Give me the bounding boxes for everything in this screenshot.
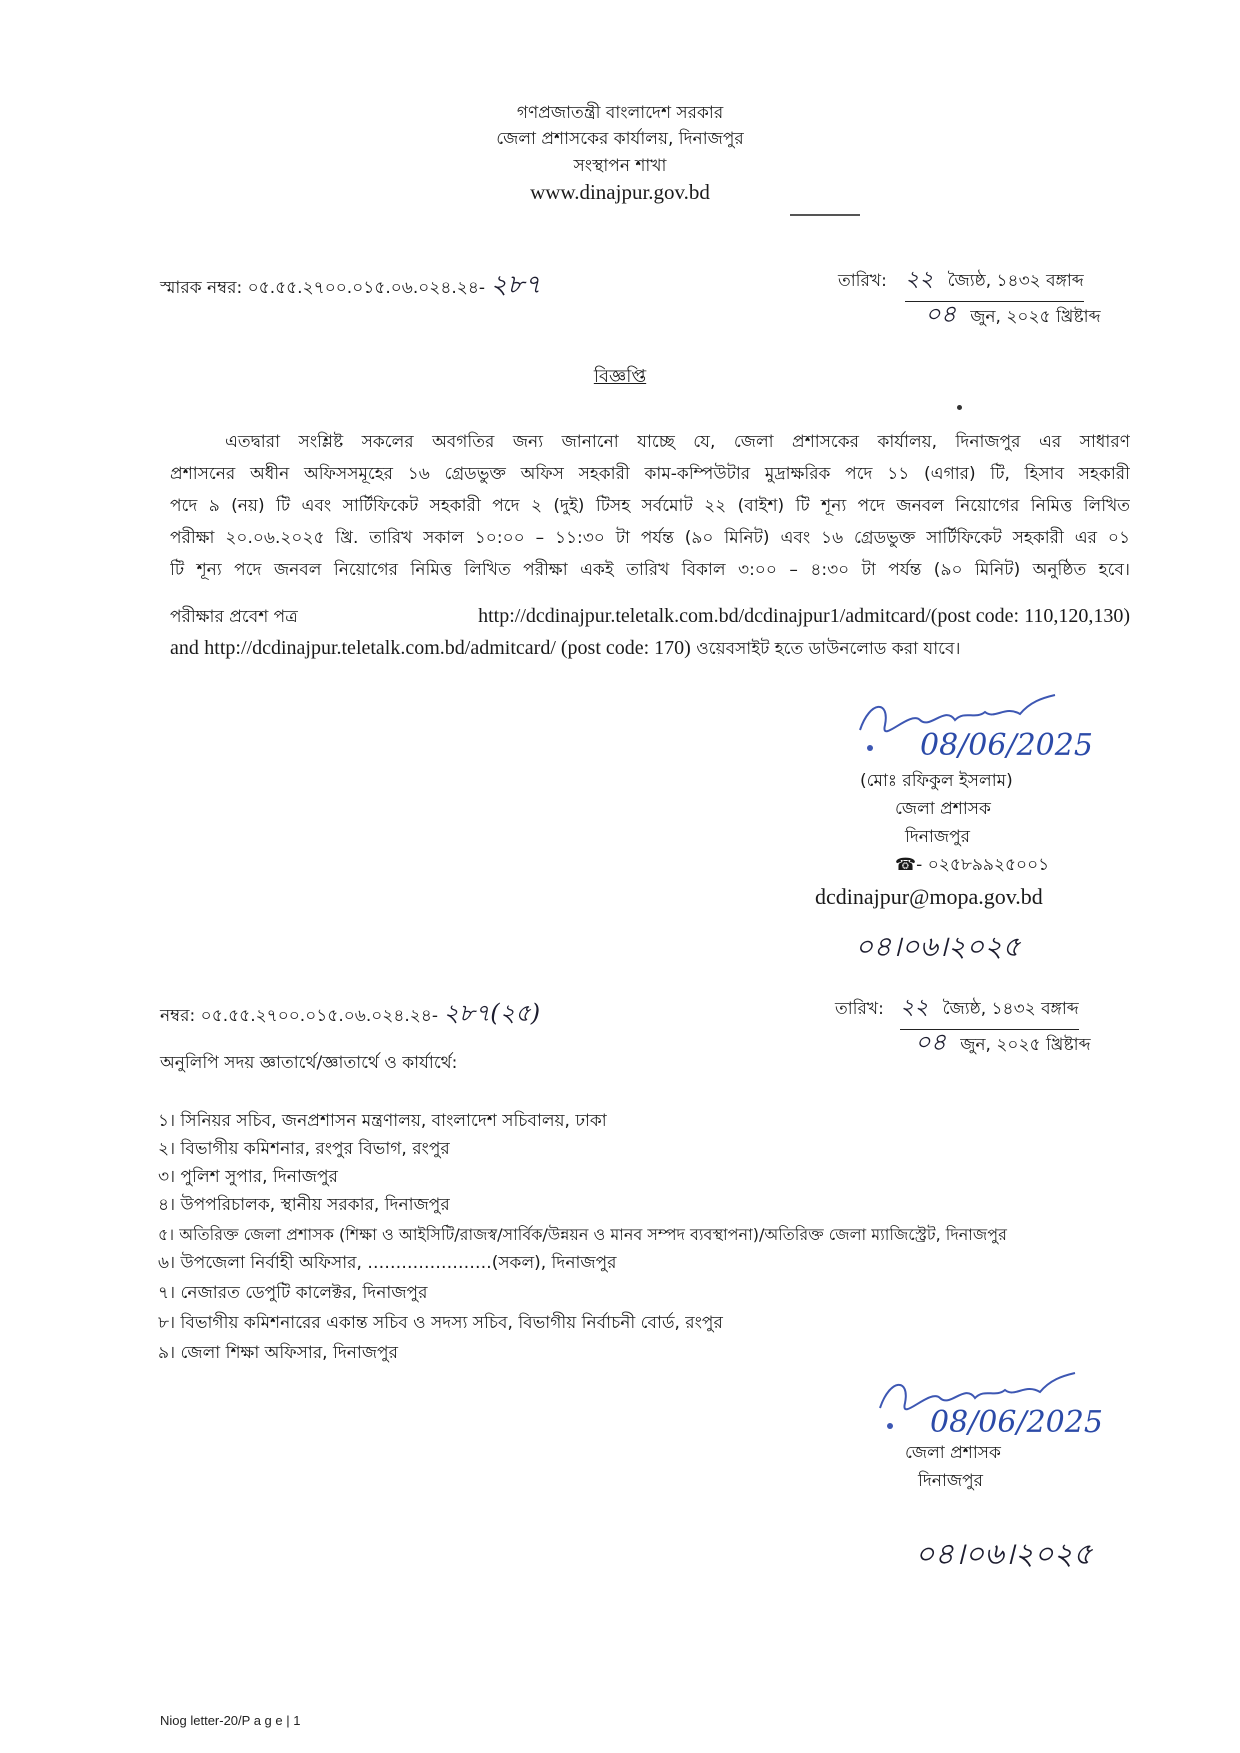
copy-memo-date-bangla-rest: জ্যৈষ্ঠ, ১৪৩২ বঙ্গাব্দ (942, 999, 1079, 1019)
header-line-government: গণপ্রজাতন্ত্রী বাংলাদেশ সরকার (516, 103, 724, 123)
copy-list-item: ৪। উপপরিচালক, স্থানীয় সরকার, দিনাজপুর (158, 1195, 450, 1215)
memo-number (160, 264, 541, 308)
copy-list-item: ৫। অতিরিক্ত জেলা প্রশাসক (শিক্ষা ও আইসিটি/রাজস্ব/সার্বিক/উন্নয়ন ও মানব সম্পদ ব্যবস্থাপনা)/অতিরিক্ত জেলা ম্যাজিস্ট্রেট, দিনাজপুর (158, 1225, 1007, 1244)
copy-memo-date-bangla-day: ২২ (900, 995, 929, 1020)
memo-date-english (925, 296, 1101, 336)
signature-1-handwritten-note: ০৪।০৬।২০২৫ (855, 930, 1021, 963)
admit-card-line-2 (170, 636, 961, 664)
notice-body (170, 426, 1130, 586)
admit-card-suffix: ওয়েবসাইট হতে ডাউনলোড করা যাবে। (696, 639, 961, 659)
signatory-2-designation: জেলা প্রশাসক (905, 1443, 1001, 1463)
copy-memo-number (160, 995, 540, 1035)
notice-title (0, 362, 1240, 393)
copy-memo-number-label: নম্বর: ০৫.৫৫.২৭০০.০১৫.০৬.০২৪.২৪- (160, 1006, 439, 1026)
signature-2-handwritten-date: 08/06/2025 (930, 1405, 1103, 1440)
signature-1-handwritten-date: 08/06/2025 (920, 728, 1093, 763)
signatory-phone: ☎- ০২৫৮৯৯২৫০০১ (895, 855, 1050, 875)
copy-memo-handwritten-number: ২৮৭(২৫) (443, 999, 541, 1027)
admit-card-url-2[interactable]: http://dcdinajpur.teletalk.com.bd/admitcard/ (post code: 170) (204, 637, 691, 659)
pen-dot-mark (957, 405, 962, 410)
signatory-district: দিনাজপুর (905, 827, 970, 847)
copy-list-item: ৭। নেজারত ডেপুটি কালেক্টর, দিনাজপুর (158, 1283, 428, 1303)
header-line-branch: সংস্থাপন শাখা (573, 156, 667, 176)
signatory-email-link[interactable]: dcdinajpur@mopa.gov.bd (815, 884, 1043, 909)
memo-handwritten-number: ২৮৭ (490, 270, 542, 300)
memo-date-english-day: ০৪ (925, 300, 957, 328)
signatory-name: (মোঃ রফিকুল ইসলাম) (860, 771, 1013, 791)
pen-stroke-mark (790, 214, 860, 216)
page-footer: Niog letter-20/P a g e | 1 (160, 1713, 301, 1728)
header-website-link[interactable]: www.dinajpur.gov.bd (530, 180, 710, 204)
copy-memo-date-english-rest: জুন, ২০২৫ খ্রিষ্টাব্দ (960, 1035, 1091, 1055)
admit-card-prefix: পরীক্ষার প্রবেশ পত্র (170, 607, 298, 627)
copy-memo-date-label: তারিখ: (835, 999, 884, 1019)
signature-2-handwritten-note: ০৪।০৬।২০২৫ (915, 1537, 1093, 1572)
copy-list-item: ৬। উপজেলা নির্বাহী অফিসার, ………………….(সকল), দিনাজপুর (158, 1253, 617, 1273)
notice-title-text: বিজ্ঞপ্তি (593, 366, 647, 387)
memo-date-label: তারিখ: (838, 271, 887, 291)
signatory-2-district: দিনাজপুর (918, 1471, 983, 1491)
signatory-designation: জেলা প্রশাসক (895, 799, 991, 819)
body-line-1: এতদ্বারা সংশ্লিষ্ট সকলের অবগতির জন্য জানানো যাচ্ছে যে, জেলা প্রশাসকের কার্যালয়, দিনাজপুর এর সাধারণ (225, 432, 1130, 452)
copy-memo-date-english (915, 1024, 1091, 1064)
admit-card-and: and (170, 637, 199, 659)
copy-list-item: ৩। পুলিশ সুপার, দিনাজপুর (158, 1167, 338, 1187)
header-line-office: জেলা প্রশাসকের কার্যালয়, দিনাজপুর (496, 129, 744, 149)
copy-list-item: ৯। জেলা শিক্ষা অফিসার, দিনাজপুর (158, 1343, 398, 1363)
copy-list-item: ৮। বিভাগীয় কমিশনারের একান্ত সচিব ও সদস্য সচিব, বিভাগীয় নির্বাচনী বোর্ড, রংপুর (158, 1313, 723, 1333)
body-line-2: প্রশাসনের অধীন অফিসসমূহের ১৬ গ্রেডভুক্ত অফিস সহকারী কাম-কম্পিউটার মুদ্রাক্ষরিক পদে ১১ (এগার) টি, হিসাব সহকারী (170, 464, 1130, 484)
admit-card-line-1 (170, 604, 1130, 632)
memo-date-bangla-day: ২২ (905, 267, 934, 292)
copy-list-item: ২। বিভাগীয় কমিশনার, রংপুর বিভাগ, রংপুর (158, 1139, 450, 1159)
copy-intro: অনুলিপি সদয় জ্ঞাতার্থে/জ্ঞাতার্থে ও কার্যার্থে: (160, 1053, 458, 1073)
body-line-5: টি শূন্য পদে জনবল নিয়োগের নিমিত্ত লিখিত পরীক্ষা একই তারিখ বিকাল ৩:০০ – ৪:৩০ টা পর্যন্ত (৯০ মিনিট) অনুষ্ঠিত হবে। (170, 560, 1130, 580)
copy-list-item: ১। সিনিয়র সচিব, জনপ্রশাসন মন্ত্রণালয়, বাংলাদেশ সচিবালয়, ঢাকা (158, 1111, 607, 1131)
body-line-3: পদে ৯ (নয়) টি এবং সার্টিফিকেট সহকারী পদে ২ (দুই) টিসহ সর্বমোট ২২ (বাইশ) টি শূন্য পদে জনবল নিয়োগের নিমিত্ত লিখিত (170, 496, 1130, 516)
admit-card-url-1[interactable]: http://dcdinajpur.teletalk.com.bd/dcdinajpur1/admitcard/(post code: 110,120,130) (478, 605, 1130, 627)
memo-number-label: স্মারক নম্বর: ০৫.৫৫.২৭০০.০১৫.০৬.০২৪.২৪- (160, 278, 485, 298)
memo-date-english-rest: জুন, ২০২৫ খ্রিষ্টাব্দ (970, 307, 1101, 327)
copy-memo-date-english-day: ০৪ (915, 1028, 947, 1056)
memo-date-bangla-rest: জ্যৈষ্ঠ, ১৪৩২ বঙ্গাব্দ (947, 271, 1084, 291)
body-line-4: পরীক্ষা ২০.০৬.২০২৫ খ্রি. তারিখ সকাল ১০:০০ – ১১:৩০ টা পর্যন্ত (৯০ মিনিট) এবং ১৬ গ্রেডভুক্ত সার্টিফিকেট সহকারী এর ০১ (170, 528, 1130, 548)
